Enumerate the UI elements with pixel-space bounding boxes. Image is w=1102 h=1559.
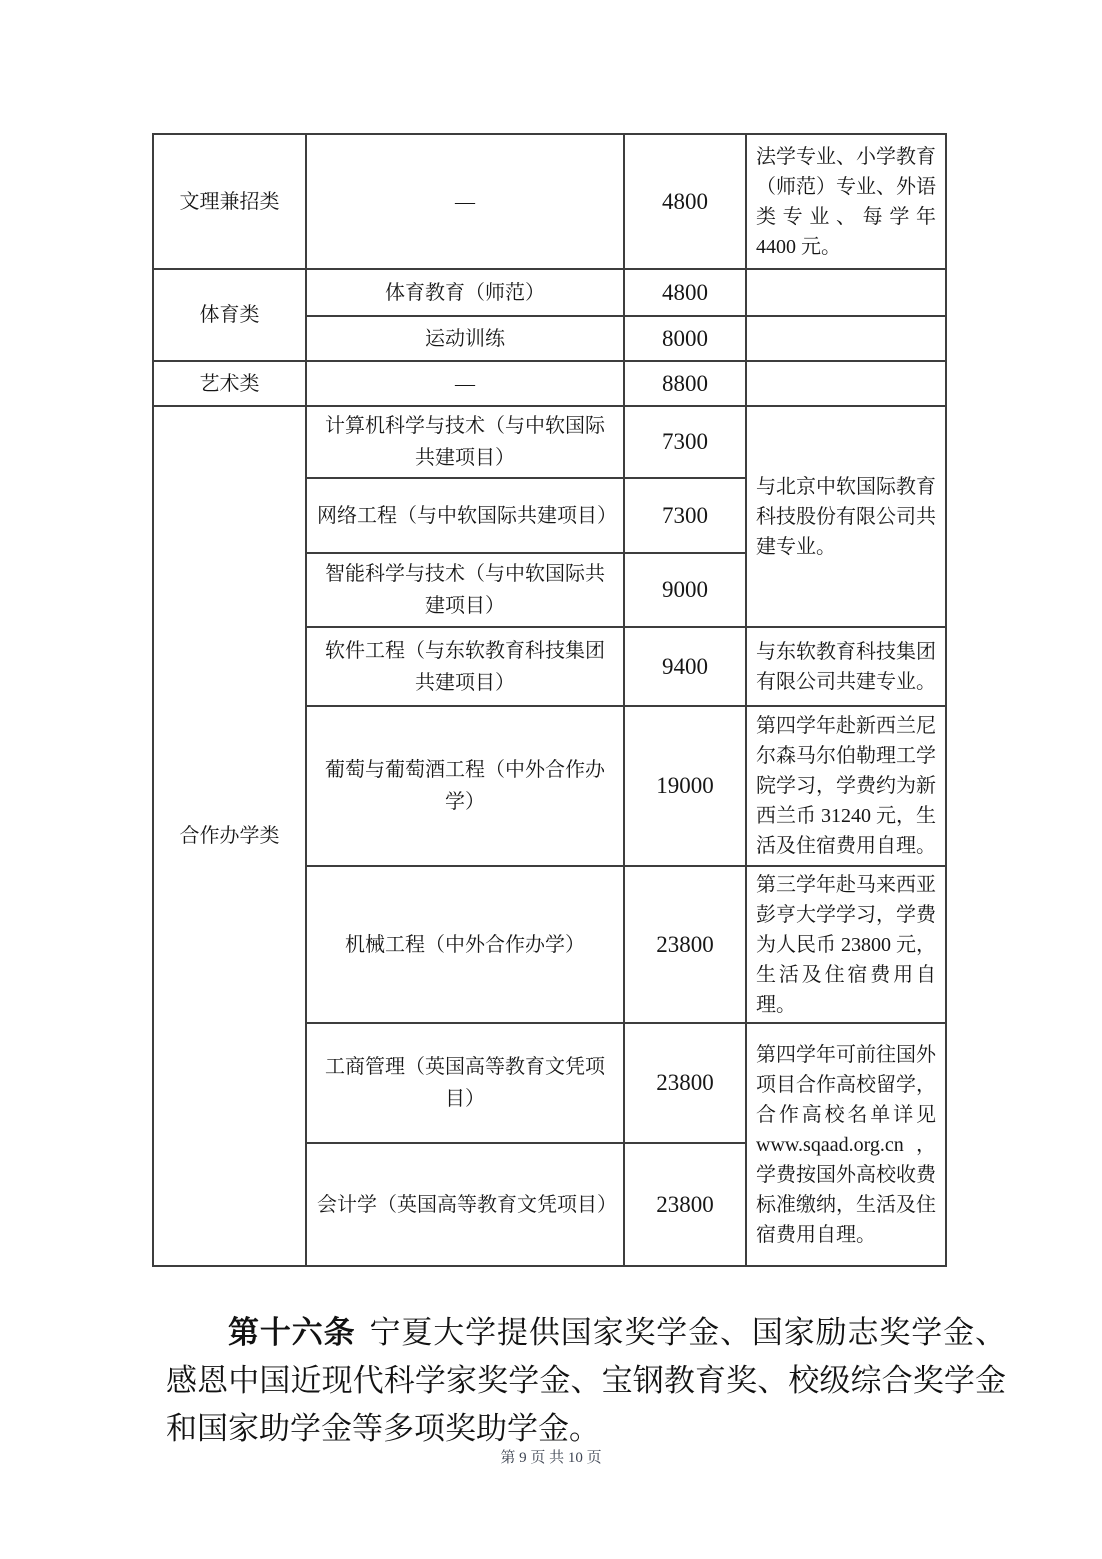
- major-cell: 葡萄与葡萄酒工程（中外合作办学）: [306, 706, 624, 866]
- major-cell: 体育教育（师范）: [306, 269, 624, 316]
- fee-cell: 8000: [624, 316, 746, 361]
- major-cell: 工商管理（英国高等教育文凭项目）: [306, 1023, 624, 1143]
- remark-cell: 与北京中软国际教育科技股份有限公司共建专业。: [746, 406, 946, 627]
- major-cell: 智能科学与技术（与中软国际共建项目）: [306, 553, 624, 627]
- fee-cell: 23800: [624, 1143, 746, 1266]
- fee-cell: 7300: [624, 478, 746, 553]
- remark-cell: [746, 361, 946, 406]
- fee-cell: 23800: [624, 866, 746, 1023]
- remark-cell: [746, 269, 946, 316]
- remark-cell: 法学专业、小学教育（师范）专业、外语类专业、每学年 4400 元。: [746, 134, 946, 269]
- article-16-paragraph: [166, 1309, 1006, 1453]
- category-cell: 体育类: [153, 269, 306, 361]
- page-number-footer: 第 9 页 共 10 页: [500, 1450, 602, 1466]
- fee-cell: 9400: [624, 627, 746, 706]
- major-cell: 运动训练: [306, 316, 624, 361]
- major-cell: 软件工程（与东软教育科技集团共建项目）: [306, 627, 624, 706]
- fee-cell: 8800: [624, 361, 746, 406]
- article-text: 宁夏大学提供国家奖学金、国家励志奖学金、感恩中国近现代科学家奖学金、宝钢教育奖、校级综合奖学金和国家助学金等多项奖助学金。: [166, 1315, 1007, 1446]
- fee-cell: 23800: [624, 1023, 746, 1143]
- fee-cell: 4800: [624, 269, 746, 316]
- major-cell: —: [306, 134, 624, 269]
- major-cell: 网络工程（与中软国际共建项目）: [306, 478, 624, 553]
- major-cell: 会计学（英国高等教育文凭项目）: [306, 1143, 624, 1266]
- remark-cell: [746, 316, 946, 361]
- major-cell: 机械工程（中外合作办学）: [306, 866, 624, 1023]
- remark-cell: 与东软教育科技集团有限公司共建专业。: [746, 627, 946, 706]
- table-row: [153, 361, 946, 406]
- fee-cell: 19000: [624, 706, 746, 866]
- major-cell: —: [306, 361, 624, 406]
- fee-cell: 4800: [624, 134, 746, 269]
- category-cell: 文理兼招类: [153, 134, 306, 269]
- table-row: [153, 134, 946, 269]
- tuition-fee-table: [152, 133, 947, 1267]
- article-number: 第十六条: [228, 1315, 356, 1350]
- remark-cell: 第三学年赴马来西亚彭亨大学学习，学费为人民币 23800 元，生活及住宿费用自理。: [746, 866, 946, 1023]
- major-cell: 计算机科学与技术（与中软国际共建项目）: [306, 406, 624, 478]
- fee-cell: 9000: [624, 553, 746, 627]
- remark-cell: 第四学年可前往国外项目合作高校留学，合作高校名单详见 www.sqaad.org.cn，学费按国外高校收费标准缴纳，生活及住宿费用自理。: [746, 1023, 946, 1266]
- category-cell: 艺术类: [153, 361, 306, 406]
- remark-cell: 第四学年赴新西兰尼尔森马尔伯勒理工学院学习，学费约为新西兰币 31240 元，生活及住宿费用自理。: [746, 706, 946, 866]
- table-row: [153, 269, 946, 316]
- category-cell: 合作办学类: [153, 406, 306, 1266]
- fee-cell: 7300: [624, 406, 746, 478]
- table-row: [153, 406, 946, 478]
